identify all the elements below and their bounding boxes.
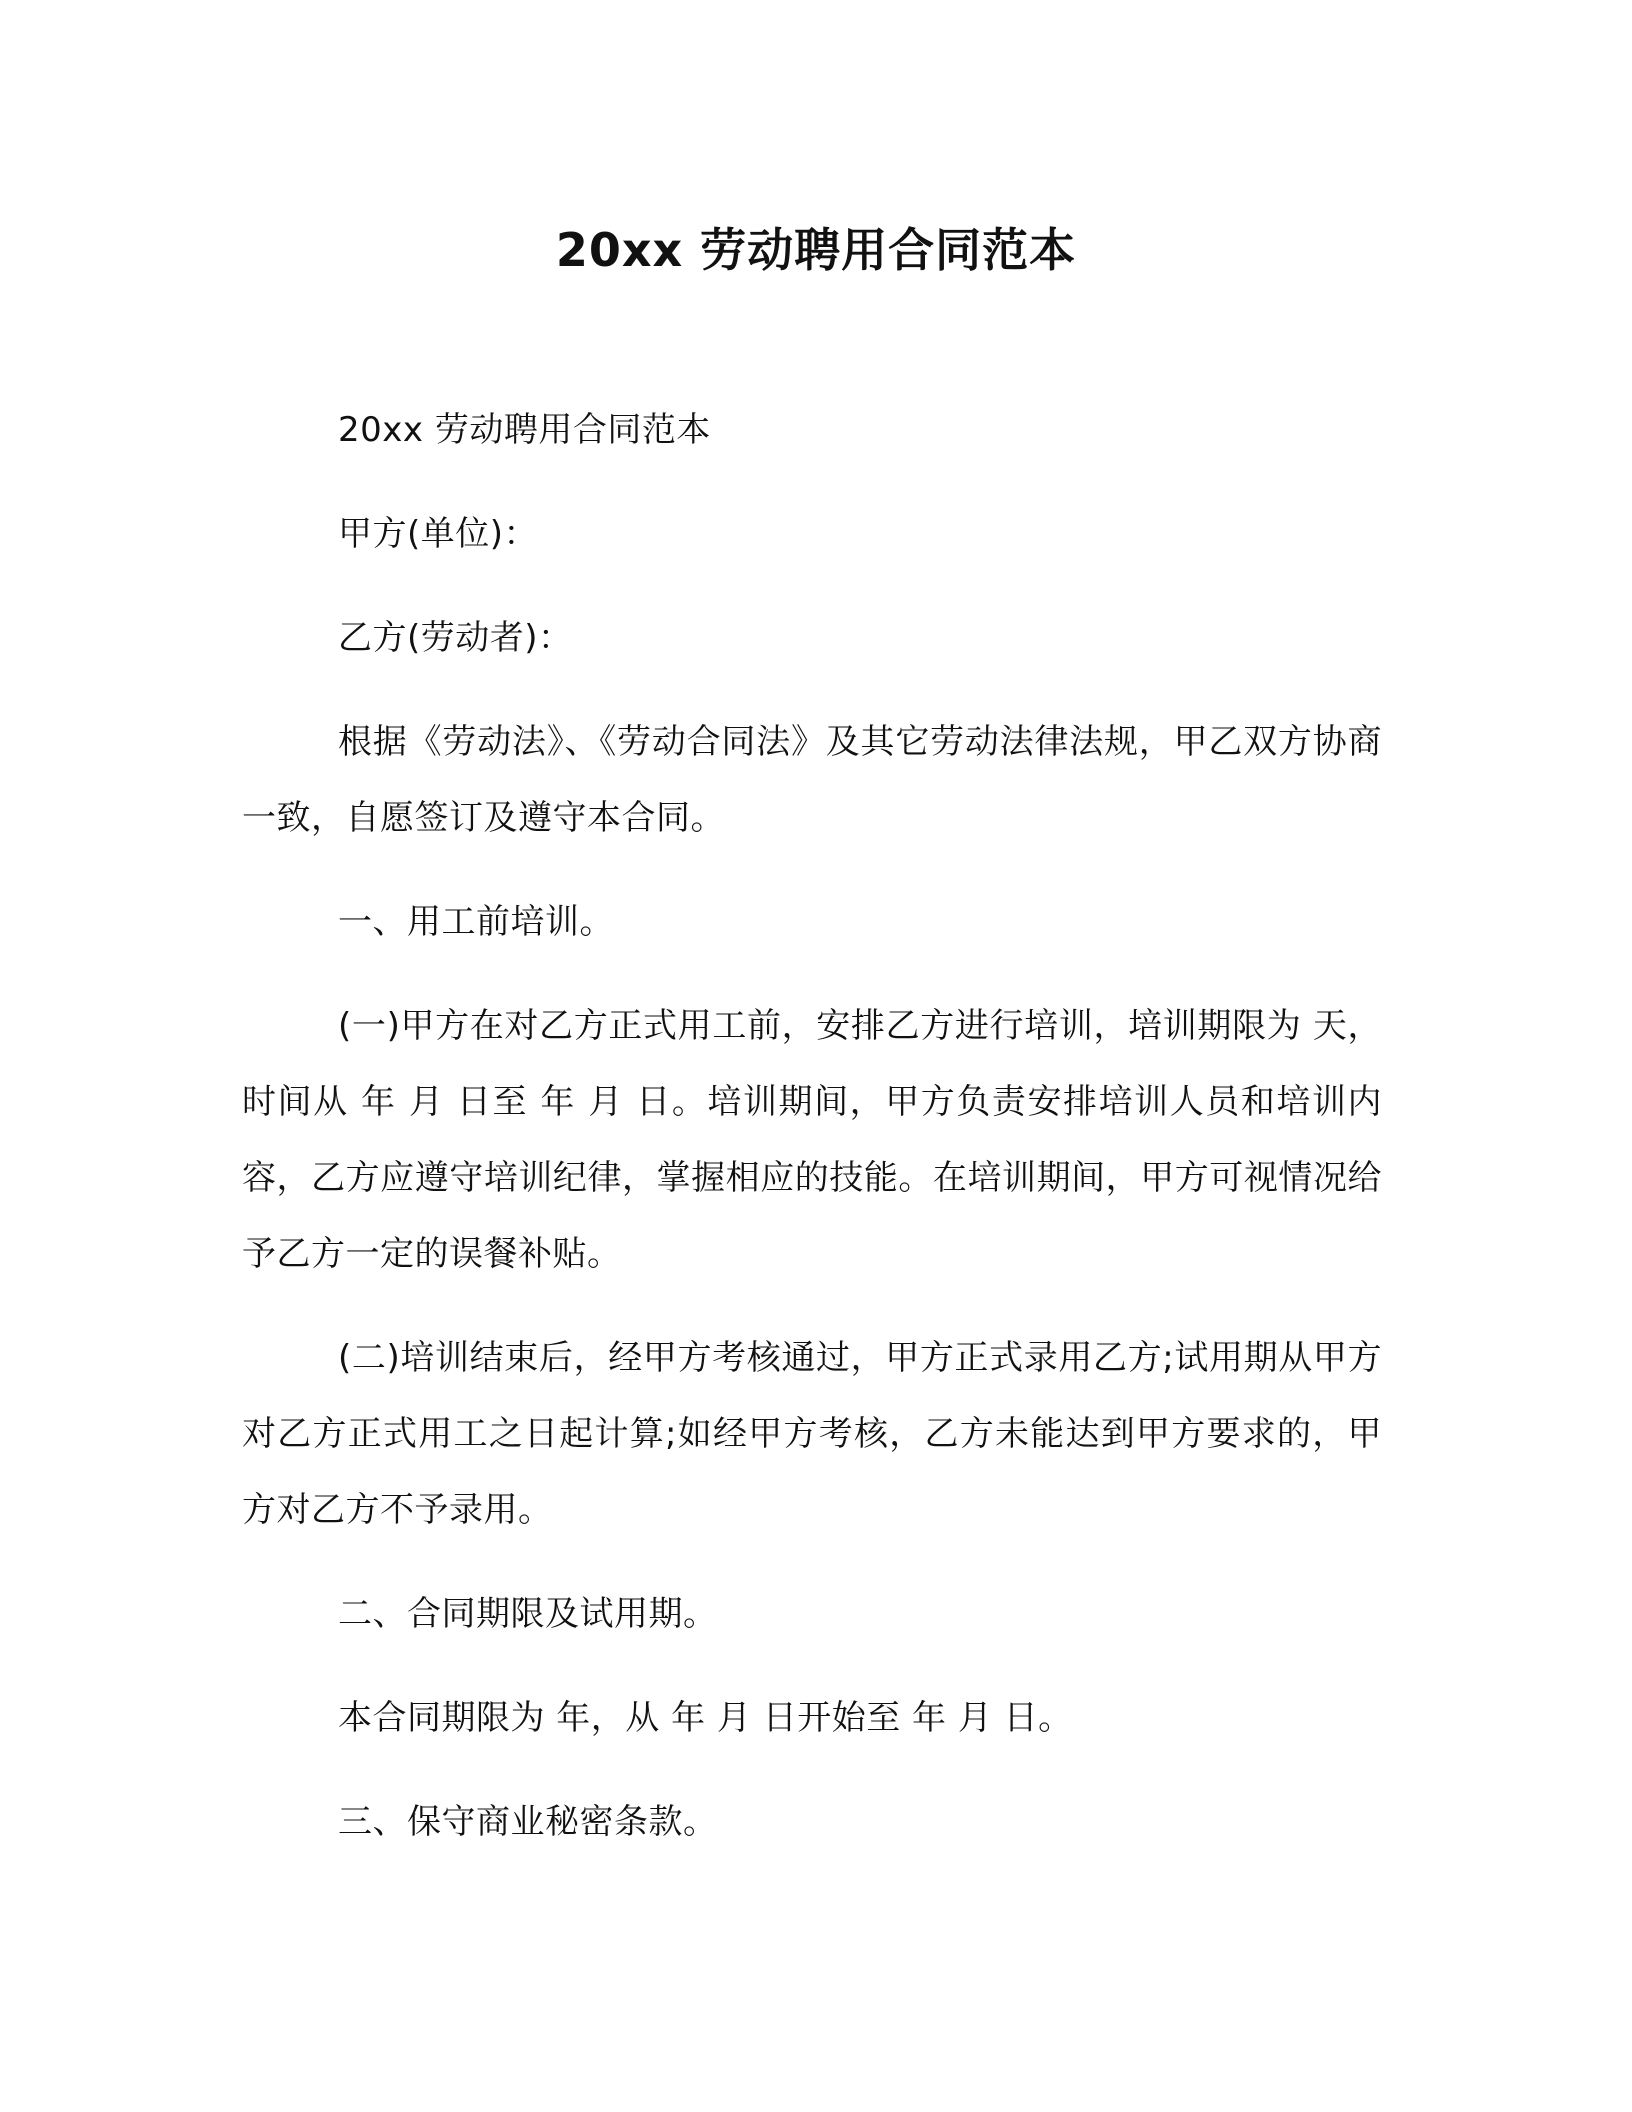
document-body bbox=[242, 392, 1382, 1888]
paragraph-training-2: (二)培训结束后，经甲方考核通过，甲方正式录用乙方;试用期从甲方对乙方正式用工之日起计算;如经甲方考核，乙方未能达到甲方要求的，甲方对乙方不予录用。 bbox=[242, 1338, 1382, 1530]
paragraph-term: 本合同期限为 年，从 年 月 日开始至 年 月 日。 bbox=[338, 1698, 1073, 1738]
paragraph-party-a: 甲方(单位)： bbox=[338, 514, 539, 554]
paragraph-training-1: (一)甲方在对乙方正式用工前，安排乙方进行培训，培训期限为 天，时间从 年 月 日至 年 月 日。培训期间，甲方负责安排培训人员和培训内容，乙方应遵守培训纪律，掌握相应的技能。在培训期间，甲方可视情况给予乙方一定的误餐补贴。 bbox=[242, 1006, 1382, 1274]
document-title: 20xx 劳动聘用合同范本 bbox=[555, 223, 1077, 277]
section-heading-term: 二、合同期限及试用期。 bbox=[338, 1594, 718, 1634]
section-heading-training: 一、用工前培训。 bbox=[338, 902, 614, 942]
section-heading-confidentiality: 三、保守商业秘密条款。 bbox=[338, 1802, 718, 1842]
paragraph-preamble: 根据《劳动法》、《劳动合同法》及其它劳动法律法规，甲乙双方协商一致，自愿签订及遵守本合同。 bbox=[242, 722, 1382, 838]
paragraph-subtitle: 20xx 劳动聘用合同范本 bbox=[338, 410, 711, 450]
paragraph-party-b: 乙方(劳动者)： bbox=[338, 618, 573, 658]
